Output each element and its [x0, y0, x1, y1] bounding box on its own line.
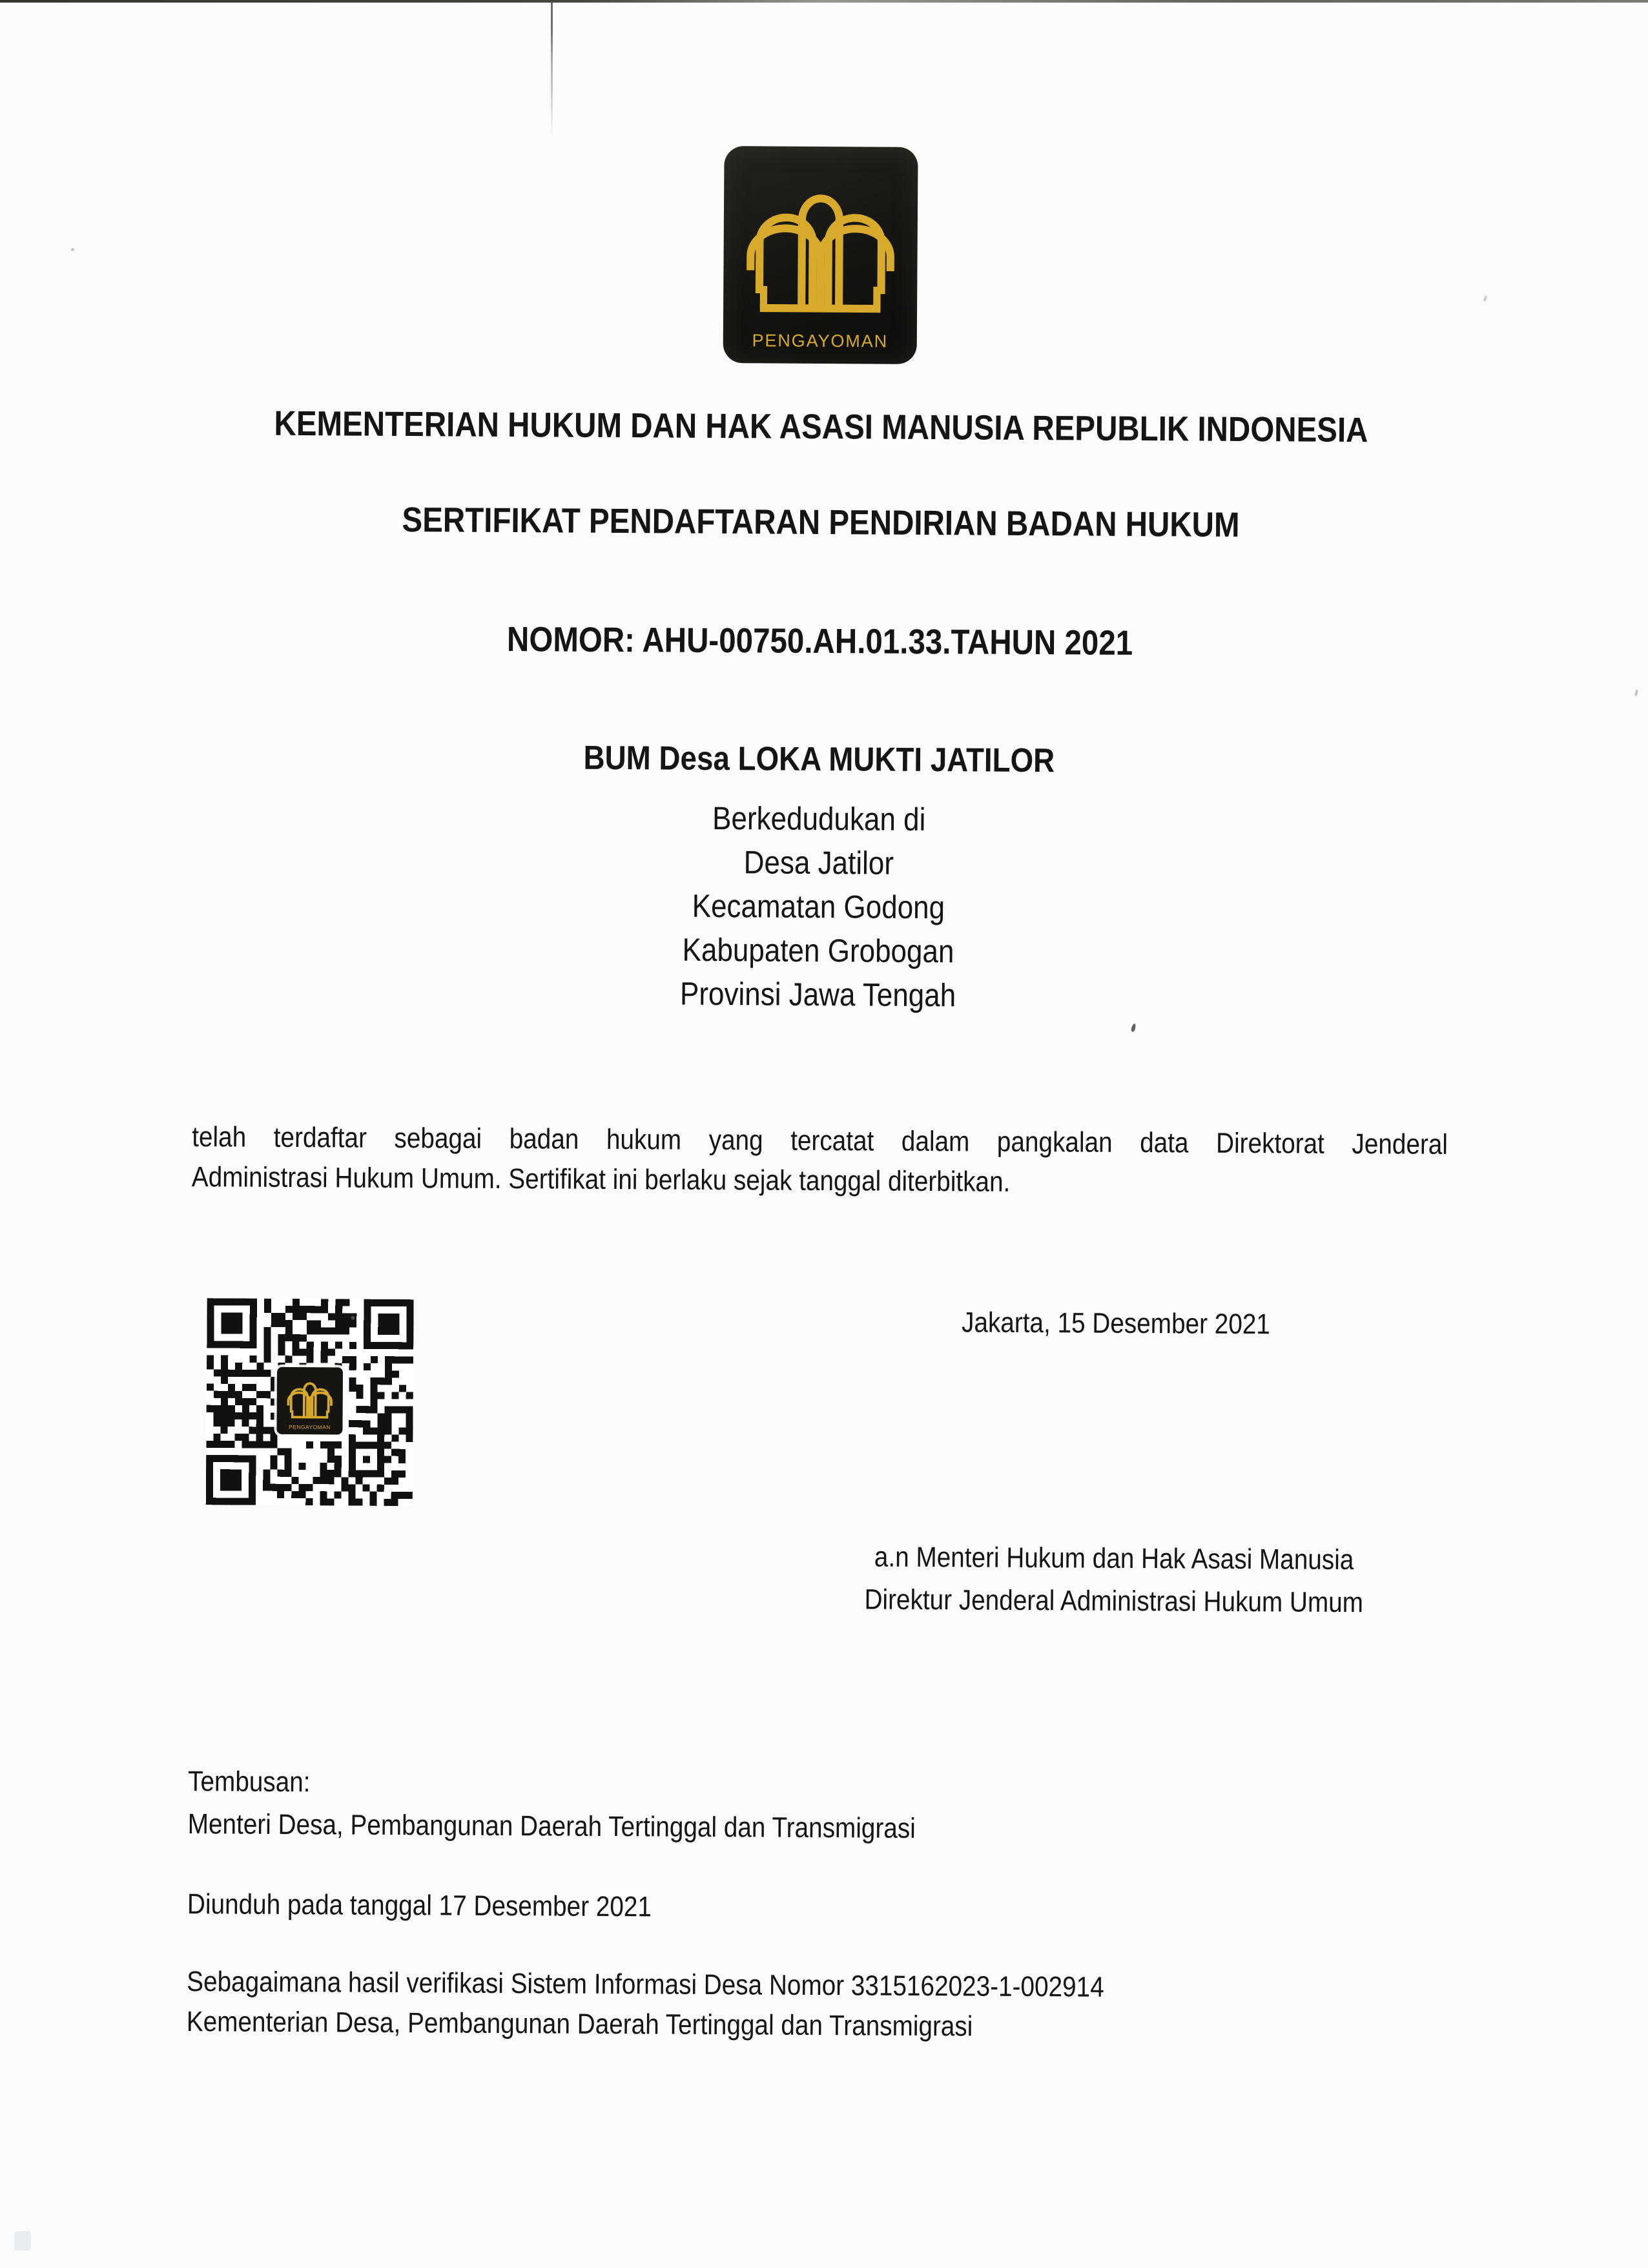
certificate-number: NOMOR: AHU-00750.AH.01.33.TAHUN 2021: [507, 620, 1133, 663]
domicile-intro: Berkedudukan di: [712, 799, 926, 838]
issuance-place-date-row: [831, 1306, 1399, 1341]
domicile-village: Desa Jatilor: [743, 844, 894, 881]
entity-name: BUM Desa LOKA MUKTI JATILOR: [583, 739, 1055, 780]
ministry-title-row: [0, 402, 1645, 452]
signatory-title: Direktur Jenderal Administrasi Hukum Umum: [864, 1583, 1364, 1619]
statement-line-2: Administrasi Hukum Umum. Sertifikat ini berlaku sejak tanggal diterbitkan.: [191, 1161, 1011, 1198]
tembusan-recipient-row: [188, 1808, 1015, 1846]
pengayoman-emblem-icon: [282, 1369, 338, 1433]
domicile-district: Kecamatan Godong: [692, 887, 945, 926]
signatory-on-behalf: a.n Menteri Hukum dan Hak Asasi Manusia: [874, 1541, 1354, 1576]
signature-block: [830, 1536, 1399, 1624]
entity-name-row: [0, 735, 1643, 784]
qr-code: [206, 1298, 414, 1506]
certificate-number-row: [0, 616, 1644, 666]
scan-speck: [351, 1316, 355, 1320]
ministry-title: KEMENTERIAN HUKUM DAN HAK ASASI MANUSIA REPUBLIK INDONESIA: [274, 404, 1369, 450]
tembusan-label: Tembusan:: [187, 1766, 311, 1799]
certificate-title-row: [0, 497, 1645, 548]
verification-ministry-line: Kementerian Desa, Pembangunan Daerah Tertinggal dan Transmigrasi: [186, 2006, 973, 2043]
downloaded-date-row: [187, 1888, 715, 1924]
domicile-regency: Kabupaten Grobogan: [682, 931, 954, 970]
domicile-province: Provinsi Jawa Tengah: [679, 975, 956, 1014]
issuance-place-date: Jakarta, 15 Desember 2021: [961, 1306, 1270, 1341]
downloaded-date-line: Diunduh pada tanggal 17 Desember 2021: [187, 1888, 652, 1923]
scan-speck: [1131, 1023, 1137, 1032]
qr-center-logo: [276, 1367, 343, 1435]
tembusan-label-row: [188, 1766, 327, 1799]
ministry-emblem: [723, 146, 918, 364]
verification-ministry-row: [187, 2006, 1080, 2043]
tembusan-recipient: Menteri Desa, Pembangunan Daerah Tertinggal dan Transmigrasi: [187, 1808, 916, 1844]
statement-line-1: telah terdaftar sebagai badan hukum yang tercatat dalam pangkalan data Direktorat Jenderal: [192, 1121, 1448, 1160]
certificate-title: SERTIFIKAT PENDAFTARAN PENDIRIAN BADAN HUKUM: [402, 500, 1240, 544]
registration-statement: [192, 1117, 1448, 1205]
domicile-block: [0, 792, 1643, 1022]
verification-row: [187, 1966, 1229, 2005]
pengayoman-emblem-icon: [730, 152, 912, 358]
verification-line: Sebagaimana hasil verifikasi Sistem Informasi Desa Nomor 3315162023-1-002914: [187, 1966, 1104, 2003]
